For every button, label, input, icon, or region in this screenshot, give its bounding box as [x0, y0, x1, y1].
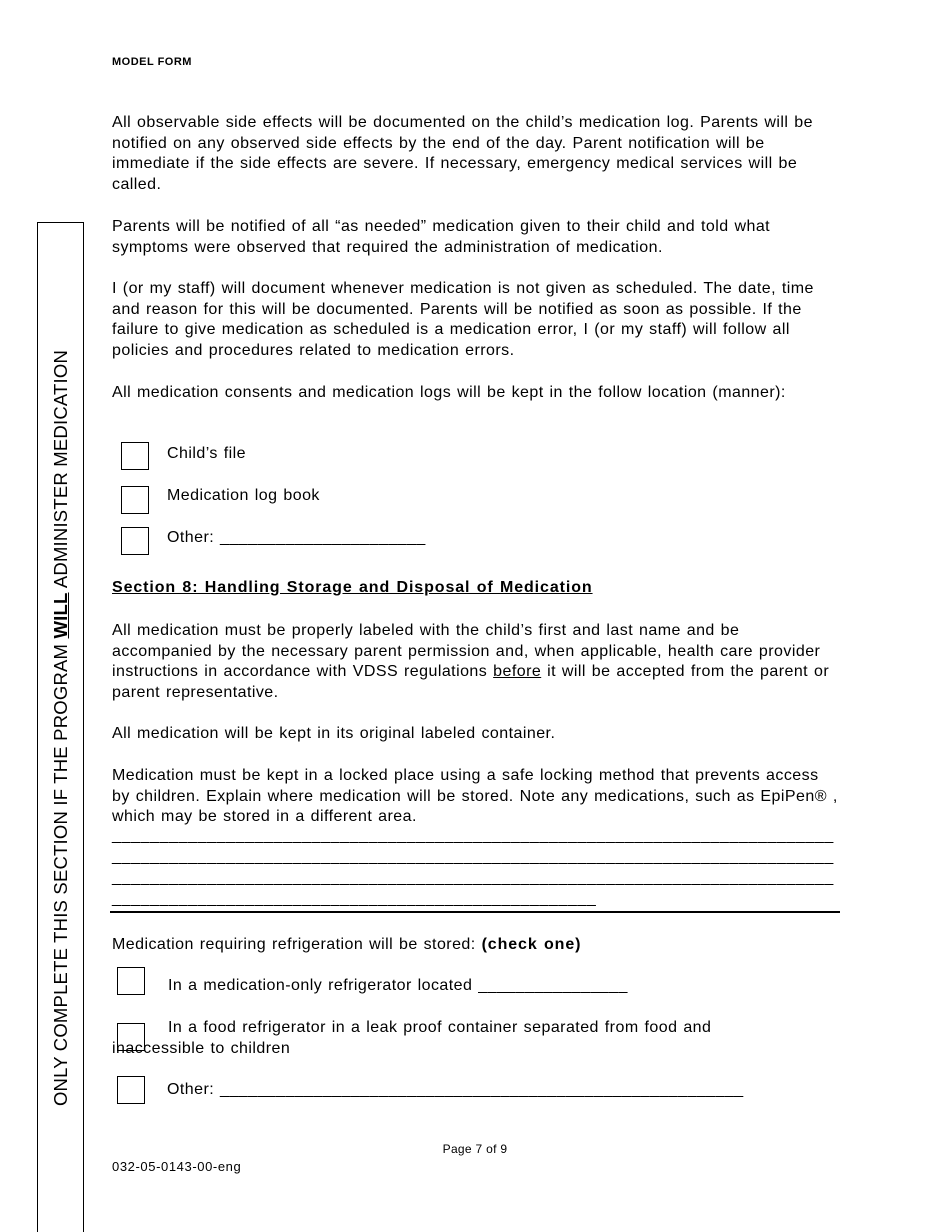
- horizontal-rule: [110, 911, 840, 913]
- labeling-text-part2: it will be accepted from the parent or parent representative.: [112, 663, 830, 701]
- food-fridge-label: In a food refrigerator in a leak proof container separated from food and: [168, 1019, 712, 1036]
- med-only-fridge-label: In a medication-only refrigerator located ________________: [168, 977, 628, 994]
- childs-file-label: Child’s file: [167, 445, 247, 462]
- location-paragraph: All medication consents and medication logs will be kept in the follow location (manner):: [112, 384, 786, 401]
- med-only-fridge-checkbox[interactable]: [117, 967, 145, 995]
- labeling-paragraph: [112, 621, 842, 703]
- labeling-text-part1: All medication must be properly labeled with the child’s first and last name and be accompanied by the necessary parent permission and, when applicable, health care provider instructions in accordance with VDSS regulations: [112, 622, 821, 681]
- medication-log-book-label: Medication log book: [167, 487, 320, 504]
- sidebar-text-before: ONLY COMPLETE THIS SECTION IF THE PROGRAM: [49, 637, 71, 1106]
- locked-storage-paragraph: Medication must be kept in a locked place using a safe locking method that prevents access by children. Explain where medication will be stored. Note any medications, such as EpiPen® , which may be stored in a different area.: [112, 767, 838, 826]
- form-code: 032-05-0143-00-eng: [112, 1159, 242, 1174]
- childs-file-checkbox[interactable]: [121, 442, 149, 470]
- storage-answer-line[interactable]: ____________________________________________________________________________: [112, 869, 834, 886]
- food-fridge-checkbox[interactable]: [117, 1023, 145, 1051]
- storage-answer-line[interactable]: ____________________________________________________________________________: [112, 848, 834, 865]
- container-paragraph: All medication will be kept in its original labeled container.: [112, 725, 556, 742]
- labeling-emphasis: before: [493, 663, 542, 681]
- medication-log-book-checkbox[interactable]: [121, 486, 149, 514]
- refrigeration-prompt-text: Medication requiring refrigeration will be stored:: [112, 936, 482, 953]
- location-other-checkbox[interactable]: [121, 527, 149, 555]
- sidebar-text-emphasis: WILL: [49, 591, 71, 638]
- section-8-title: Section 8: Handling Storage and Disposal of Medication: [112, 579, 593, 596]
- fridge-other-checkbox[interactable]: [117, 1076, 145, 1104]
- storage-answer-line[interactable]: ____________________________________________________________________________: [112, 827, 834, 844]
- sidebar-text: [50, 349, 72, 1105]
- sidebar-section-note: [37, 222, 84, 1232]
- not-given-paragraph: I (or my staff) will document whenever medication is not given as scheduled. The date, time and reason for this will be documented. Parents will be notified as soon as possible. If the failure to give medication as scheduled is a medication error, I (or my staff) will follow all policies and procedures related to medication errors.: [112, 280, 814, 359]
- fridge-other-label[interactable]: Other: ________________________________________________________: [167, 1081, 744, 1098]
- food-fridge-label-continuation: inaccessible to children: [112, 1040, 291, 1057]
- refrigeration-check-one: (check one): [481, 936, 582, 953]
- sidebar-text-after: ADMINISTER MEDICATION: [49, 349, 71, 592]
- page-number: Page 7 of 9: [442, 1142, 508, 1156]
- location-other-label[interactable]: Other: ______________________: [167, 529, 426, 546]
- as-needed-paragraph: Parents will be notified of all “as needed” medication given to their child and told what symptoms were observed that required the administration of medication.: [112, 218, 771, 256]
- storage-answer-line[interactable]: ___________________________________________________: [112, 890, 597, 907]
- form-header: MODEL FORM: [112, 56, 192, 68]
- side-effects-paragraph: All observable side effects will be documented on the child’s medication log. Parents will be notified on any observed side effects by the end of the day. Parent notification will be immediate if the side effects are severe. If necessary, emergency medical services will be called.: [112, 114, 813, 193]
- refrigeration-prompt: [112, 936, 581, 954]
